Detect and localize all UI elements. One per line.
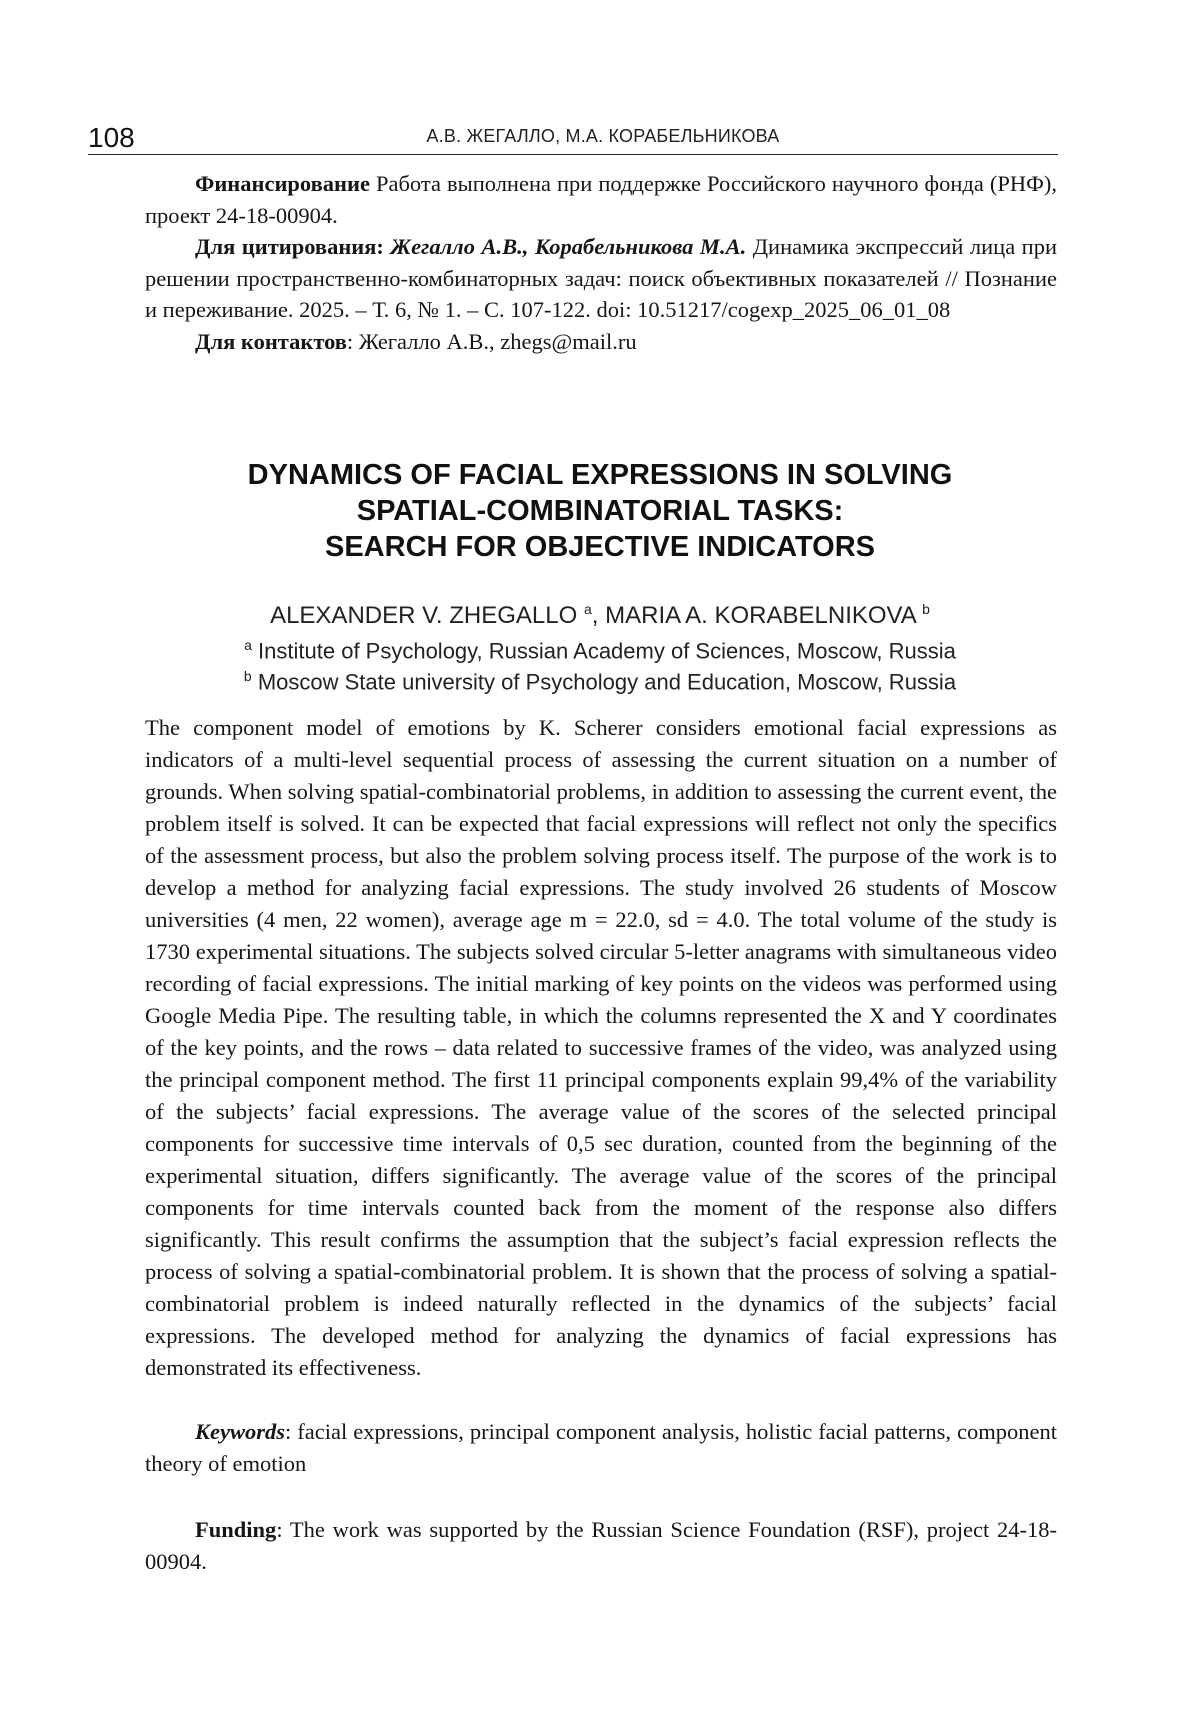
abstract <box>145 712 1057 1384</box>
keywords-label: Keywords <box>195 1419 285 1444</box>
russian-funding-label: Финансирование <box>195 171 370 196</box>
keywords <box>145 1416 1057 1480</box>
abstract-text: The component model of emotions by K. Scherer considers emotional facial expressions as indicators of a multi-level sequential process of assessing the current situation on a number of grounds. When solving spatial-combinatorial problems, in addition to assessing the current event, the problem itself is solved. It can be expected that facial expressions will reflect not only the specifics of the assessment process, but also the problem solving process itself. The purpose of the work is to develop a method for analyzing facial expressions. The study involved 26 students of Moscow universities (4 men, 22 women), average age m = 22.0, sd = 4.0. The total volume of the study is 1730 experimental situations. The subjects solved circular 5-letter anagrams with simultaneous video recording of facial expressions. The initial marking of key points on the videos was performed using Google Media Pipe. The resulting table, in which the columns represented the X and Y coordinates of the key points, and the rows – data related to successive frames of the video, was analyzed using the principal component method. The first 11 principal components explain 99,4% of the variability of the subjects’ facial expressions. The average value of the scores of the selected principal components for successive time intervals of 0,5 sec duration, counted from the beginning of the experimental situation, differs significantly. The average value of the scores of the principal components for time intervals counted back from the moment of the response also differs significantly. This result confirms the assumption that the subject’s facial expression reflects the process of solving a spatial-combinatorial problem. It is shown that the process of solving a spatial-combinatorial problem is indeed naturally reflected in the dynamics of the subjects’ facial expressions. The developed method for analyzing the dynamics of facial expressions has demonstrated its effectiveness. <box>145 715 1057 1380</box>
running-head <box>88 118 1058 155</box>
affiliation-a-mark: a <box>244 637 252 653</box>
funding <box>145 1514 1057 1578</box>
russian-contacts <box>145 326 1057 358</box>
affiliation-a <box>140 637 1060 664</box>
affiliation-a-text: Institute of Psychology, Russian Academy of Sciences, Moscow, Russia <box>251 638 956 664</box>
russian-citation-authors: Жегалло А.В., Корабельникова М.А. <box>383 234 747 259</box>
keywords-text: : facial expressions, principal component analysis, holistic facial patterns, component theory of emotion <box>145 1419 1057 1476</box>
russian-citation-text: Динамика экспрессий лица при решении пространственно-комбинаторных задач: поиск объективных показателей // Познание и переживание. 2025. – Т. 6, № 1. – С. 107-122. doi: 10.51217/cogexp_2025_06_01_08 <box>145 234 1058 322</box>
affiliation-b-mark: b <box>243 668 252 684</box>
russian-citation-label: Для цитирования: <box>195 234 384 259</box>
article-authors <box>140 601 1060 630</box>
russian-citation <box>145 231 1057 326</box>
funding-label: Funding <box>195 1517 277 1542</box>
author-1-mark: a <box>583 601 592 617</box>
author-2-mark: b <box>922 601 930 617</box>
author-1: ALEXANDER V. ZHEGALLO <box>270 602 578 629</box>
title-line: DYNAMICS OF FACIAL EXPRESSIONS IN SOLVING <box>247 459 953 491</box>
article-title <box>140 457 1060 565</box>
running-head-authors: А.В. ЖЕГАЛЛО, М.А. КОРАБЕЛЬНИКОВА <box>426 126 780 146</box>
funding-text: : The work was supported by the Russian Science Foundation (RSF), project 24-18-00904. <box>145 1517 1057 1574</box>
page-number: 108 <box>88 122 135 153</box>
russian-metadata <box>145 168 1057 357</box>
russian-funding <box>145 168 1057 231</box>
affiliation-b <box>140 668 1060 695</box>
title-line: SEARCH FOR OBJECTIVE INDICATORS <box>325 531 875 563</box>
keywords-paragraph <box>145 1416 1057 1480</box>
funding-paragraph <box>145 1514 1057 1578</box>
russian-funding-text: Работа выполнена при поддержке Российского научного фонда (РНФ), проект 24-18-00904. <box>145 171 1057 228</box>
title-line: SPATIAL-COMBINATORIAL TASKS: <box>356 495 844 527</box>
russian-contacts-label: Для контактов <box>195 328 347 354</box>
russian-contacts-text: : Жегалло А.В., zhegs@mail.ru <box>346 328 637 354</box>
author-separator: , <box>591 602 606 629</box>
affiliation-b-text: Moscow State university of Psychology and Education, Moscow, Russia <box>251 669 957 695</box>
author-2: MARIA A. KORABELNIKOVA <box>605 602 916 629</box>
